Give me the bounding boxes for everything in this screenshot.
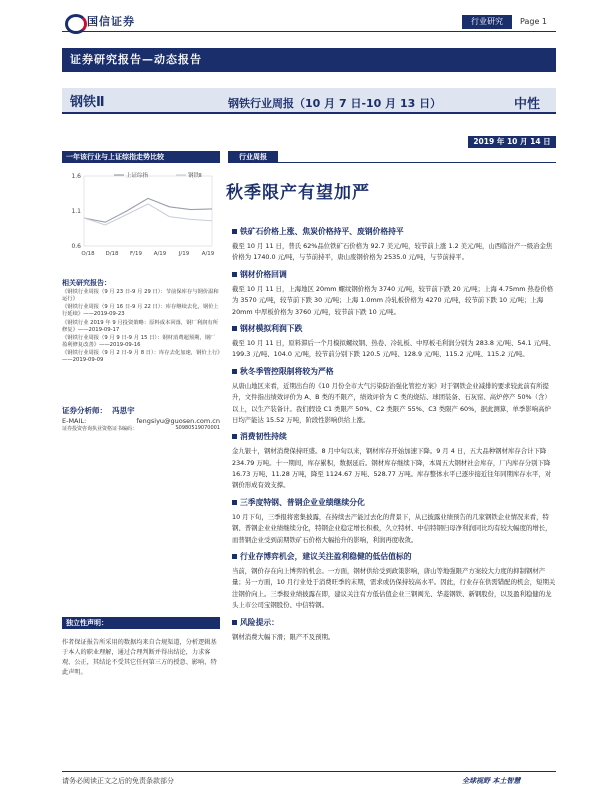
section xyxy=(232,226,556,264)
bullet-icon xyxy=(232,434,237,439)
bullet-icon xyxy=(232,326,237,331)
bullet-icon xyxy=(232,620,237,625)
section-divider xyxy=(228,162,556,163)
section-heading: 三季度特钢、普钢企业业绩继续分化 xyxy=(240,497,365,507)
section xyxy=(232,431,556,492)
bullet-icon xyxy=(232,554,237,559)
analyst-email[interactable]: fengsiyu@guosen.com.cn xyxy=(136,417,220,425)
related-item[interactable]: 《钢铁行业周报（9 月 2 日-9 月 8 日）：库存去化加速，钢价上行》——2019-09-09 xyxy=(62,350,220,364)
related-item[interactable]: 《钢铁行业周报（9 月 9 日-9 月 15 日）：钢材消费超预期，钢厂盈利修复改善》——2019-09-16 xyxy=(62,334,216,348)
section-tag: 行业周报 xyxy=(228,151,278,163)
main-title: 秋季限产有望加严 xyxy=(226,183,370,203)
section-heading: 钢材价格回调 xyxy=(240,269,287,279)
series-line xyxy=(84,198,212,222)
related-reports xyxy=(62,278,220,365)
section-body: 从唐山地区来看，近期出台的《10 月份全市大气污染防治强化管控方案》对于钢铁企业减排的要求较此前有所提升，文件指出绩效评价为 A、B 类的不限产，绩效评价为 C 类的烧结、球团装备、石灰窑、高炉停产 50%（含）以上，以生产装备计。我们假设 C1 类限产 50%、C2 类限产 55%、C3 类限产 60%，据此测算，单季影响高炉日均产能达 15.52 万吨，阶段性影响供给上涨。 xyxy=(232,381,551,424)
analyst-name: 冯思宇 xyxy=(112,406,135,415)
related-item[interactable]: 《钢铁行业周报（9 月 16 日-9 月 22 日）：库存继续去化，钢价上行延续》——2019-09-23 xyxy=(62,304,219,318)
brand-logo xyxy=(64,10,164,32)
cert-number: S0980519070001 xyxy=(175,425,220,431)
section-heading: 铁矿石价格上涨、焦炭价格持平、废钢价格持平 xyxy=(240,227,404,236)
section-body: 钢材消费大幅下滑；限产不及预期。 xyxy=(232,632,335,641)
bullet-icon xyxy=(232,229,237,234)
x-tick-label: F/19 xyxy=(129,251,143,257)
footer-slogan: 全球视野 本土智慧 xyxy=(462,777,521,785)
analyst-label: 证券分析师： xyxy=(62,406,107,415)
section-heading: 消费韧性持续 xyxy=(240,432,287,442)
report-banner: 证券研究报告—动态报告 xyxy=(62,48,556,72)
legend-label: 钢铁Ⅱ xyxy=(188,173,202,179)
section-body: 金九银十，钢材消费保持旺盛。8 月中旬以来，钢材库存开始加速下降。9 月 4 日，五大品种钢材库存合计下降 234.79 万吨。十一期间，库存累积，数据延后。钢材库存继续下降，本周五大钢材社会库存，厂内库存分别下降 16.73 万吨、11.28 万吨，降至 1124.67 万吨、528.77 万吨。库存整体水平已逐步接近往年同期库存水平，对钢价形成有效支撑。 xyxy=(232,447,552,490)
rating: 中性 xyxy=(514,97,541,112)
section xyxy=(232,497,556,546)
disclaimer-text: 作者保证报告所采用的数据均来自合规渠道，分析逻辑基于本人的职业理解，通过合理判断并得出结论，力求客观、公正，其结论不受其它任何第三方的授意、影响，特此声明。 xyxy=(62,639,217,676)
section xyxy=(232,551,556,612)
bullet-icon xyxy=(232,369,237,374)
brand-name: 国信证券 xyxy=(87,15,135,28)
footer-divider xyxy=(62,771,556,772)
index-comparison-chart xyxy=(62,166,220,270)
section-body: 截至 10 月 11 日，原料滞后一个月模拟螺纹钢、热卷、冷轧板、中厚板毛利润分别为 283.8 元/吨、54.1 元/吨、199.3 元/吨、104.0 元/吨，较节前分别下跌 120.5 元/吨、128.9 元/吨、115.2 元/吨、115.2 元/吨。 xyxy=(232,338,555,359)
report-date: 2019 年 10 月 14 日 xyxy=(468,136,556,148)
section xyxy=(232,366,556,427)
sector-name: 钢铁Ⅱ xyxy=(70,95,105,110)
x-tick-label: D/18 xyxy=(105,251,119,257)
section-body: 当前，钢价存在向上博弈的机会。一方面，钢材供给受到政策影响，唐山等地强限产方案较大力度的抑制钢材产量；另一方面，10 月行业处于消费旺季的末期，需求或仍保持较高水平。因此，行业存在供需错配的机会，短期关注钢价向上。三季报业绩披露在即，建议关注有方低估值企业三钢闽光、华菱钢铁、新钢股份，以及盈利稳健的龙头上市公司宝钢股份、中信特钢。 xyxy=(232,567,556,610)
page-number: Page 1 xyxy=(520,17,547,26)
chart-heading: 一年该行业与上证综指走势比较 xyxy=(62,151,220,163)
x-tick-label: A/19 xyxy=(153,251,167,257)
report-body xyxy=(232,226,556,648)
related-title: 相关研究报告： xyxy=(62,279,111,287)
email-label: E-MAIL: xyxy=(62,417,87,425)
y-tick-label: 0.6 xyxy=(71,243,81,250)
x-tick-label: O/18 xyxy=(81,251,95,257)
related-item[interactable]: 《钢铁行业 2019 年 9 月投资策略：原料成本回落，钢厂利润有所修复》——2019-09-17 xyxy=(62,319,219,333)
section xyxy=(232,269,556,318)
report-type-badge: 行业研究 xyxy=(462,15,512,29)
y-tick-label: 1.6 xyxy=(71,173,81,180)
bullet-icon xyxy=(232,272,237,277)
x-tick-label: J/19 xyxy=(178,251,190,257)
disclaimer-heading: 独立性声明： xyxy=(62,617,220,629)
guosen-logo-icon xyxy=(64,12,82,30)
plot-frame xyxy=(84,176,212,246)
section-heading: 钢材模拟利润下跌 xyxy=(240,323,303,333)
section xyxy=(232,323,556,361)
section-body: 截至 10 月 11 日，普氏 62%品位铁矿石价格为 92.7 美元/吨，较节前上涨 1.2 美元/吨，山西临汾产一级冶金焦价格为 1740.0 元/吨，与节前持平，唐山废钢价格为 2535.0 元/吨，与节前持平。 xyxy=(232,242,553,262)
section-body: 10 月下旬，三季报将密集披露，在持续去产能过去化的背景下，从已披露业绩预告的几家钢铁企业情况来看，特钢、普钢企业业绩继续分化，特钢企业稳定增长积极，久立特材、中信特钢归母净利润同比均有较大幅度的增长，而普钢企业受到前期铁矿石价格大幅抬升的影响，利润再度收敛。 xyxy=(232,512,552,544)
section-heading: 风险提示： xyxy=(240,617,279,627)
section-heading: 行业存博弈机会，建议关注盈利稳健的低估值标的 xyxy=(240,552,412,562)
x-tick-label: A/19 xyxy=(201,251,215,257)
related-item[interactable]: 《钢铁行业周报（9 月 23 日-9 月 29 日）：节前保库存与钢价温和运行》 xyxy=(62,289,219,303)
section-heading: 秋冬季管控限制将较为严格 xyxy=(240,366,334,376)
bullet-icon xyxy=(232,500,237,505)
y-tick-label: 1.1 xyxy=(71,208,81,215)
header-divider xyxy=(62,31,556,32)
section-body: 截至 10 月 11 日，上海地区 20mm 螺纹钢价格为 3740 元/吨，较节前下跌 20 元/吨；上海 4.75mm 热卷价格为 3570 元/吨，较节前下跌 30 元/吨；上海 1.0mm 冷轧板价格为 4270 元/吨，较节前下跌 10 元/吨；上海 20mm 中厚板价格为 3760 元/吨，较节前下跌 10 元/吨。 xyxy=(232,284,554,316)
section xyxy=(232,617,556,643)
report-title: 钢铁行业周报（10 月 7 日-10 月 13 日） xyxy=(228,97,442,110)
analyst-info xyxy=(62,398,220,432)
legend-label: 上证综指 xyxy=(126,173,149,179)
cert-label: 证券投资咨询执业资格证书编码： xyxy=(62,426,138,432)
footer-disclaimer: 请务必阅读正文之后的免责条款部分 xyxy=(62,777,174,785)
